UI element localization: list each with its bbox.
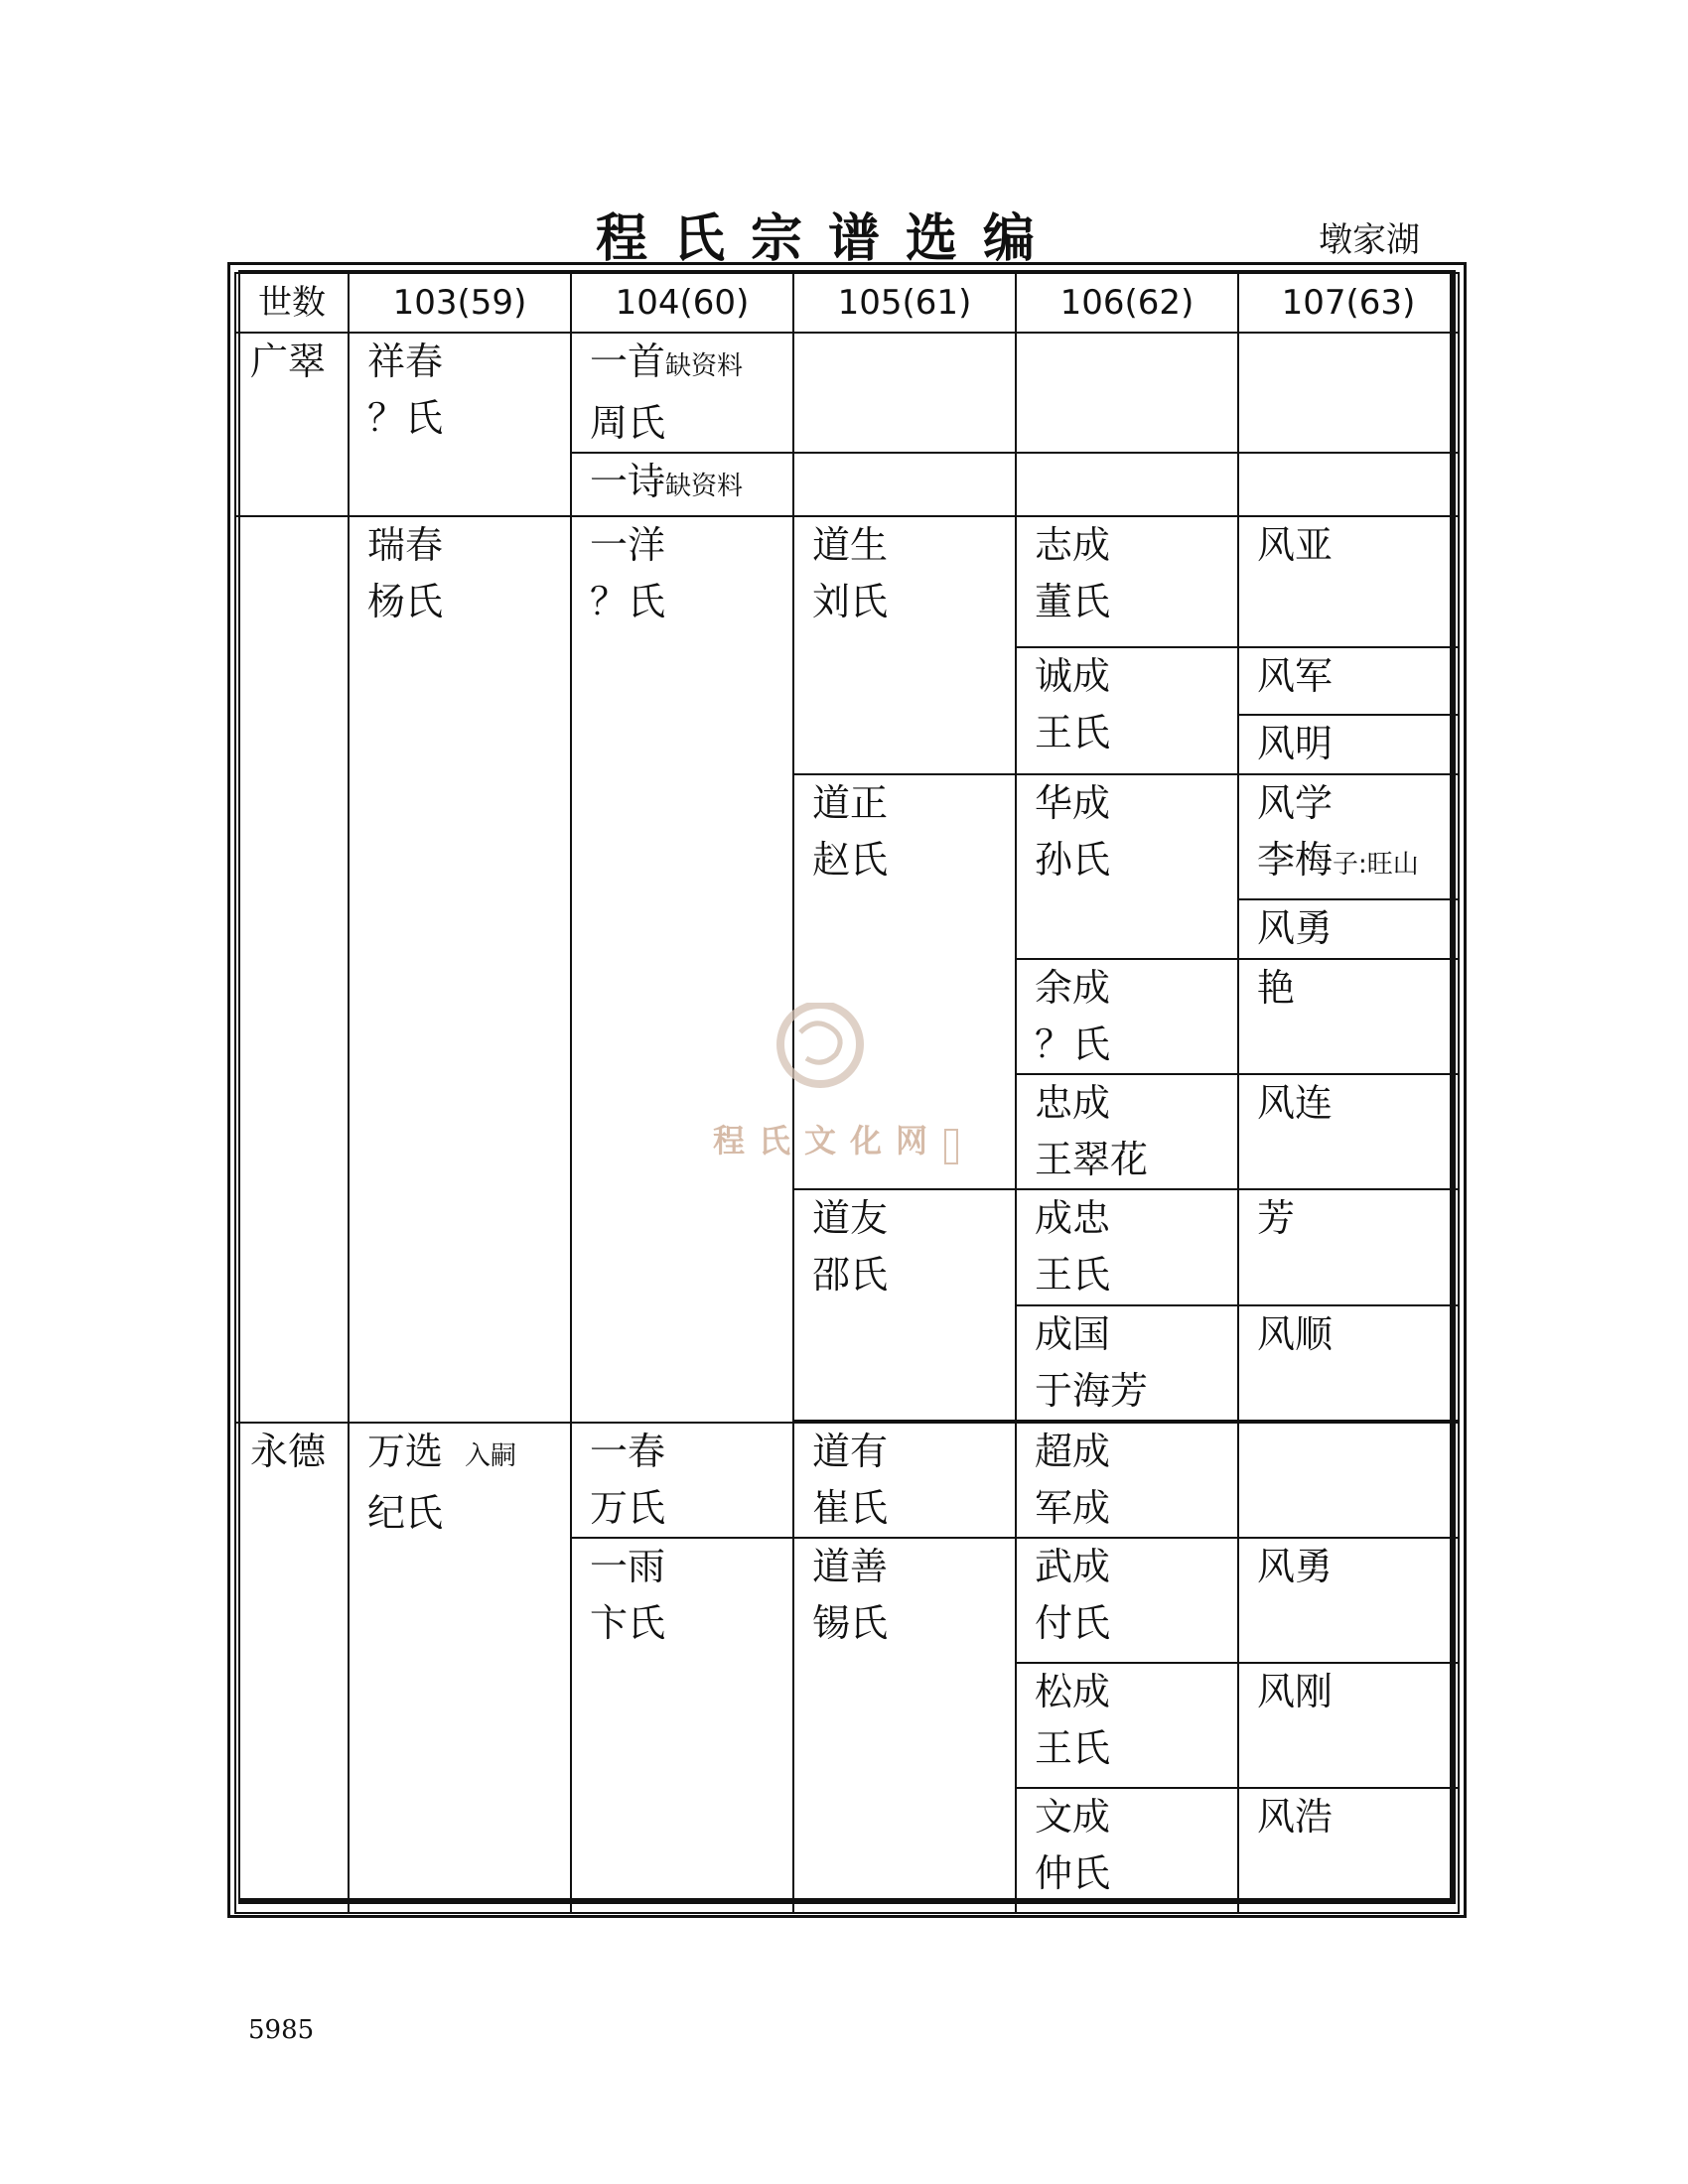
person-cell [793, 774, 1016, 1189]
person-name: 风学 [1257, 781, 1334, 826]
spouse-name: 锡氏 [812, 1600, 889, 1645]
person-name: 风军 [1257, 654, 1334, 699]
spouse-name: 周氏 [590, 401, 666, 446]
person-cell [1016, 959, 1238, 1074]
person-cell [1238, 1663, 1459, 1788]
person-cell [1016, 1189, 1238, 1304]
spouse-name: ？氏 [1035, 1023, 1111, 1067]
note-text: 缺资料 [665, 472, 744, 502]
column-header: 103(59) [349, 273, 571, 333]
person-name: 道有 [812, 1429, 889, 1473]
person-name: 军成 [1035, 1485, 1111, 1530]
spouse-name: 崔氏 [812, 1485, 889, 1530]
person-cell [1016, 647, 1238, 774]
person-name: 一诗 [590, 460, 666, 504]
note-text: 子:旺山 [1333, 850, 1419, 881]
person-name: 风连 [1257, 1081, 1334, 1126]
person-cell [1016, 1074, 1238, 1189]
spouse-name: 王氏 [1035, 1725, 1111, 1770]
person-name: 一首 [590, 340, 666, 384]
person-name: 道正 [812, 781, 889, 826]
person-name: 忠成 [1035, 1081, 1111, 1126]
page-title: 程氏宗谱选编 [596, 209, 1061, 269]
empty-cell [1238, 1423, 1459, 1538]
person-cell [793, 1189, 1016, 1420]
spouse-name: 王氏 [1035, 1253, 1111, 1297]
person-cell [1238, 774, 1459, 899]
empty-cell [1016, 453, 1238, 516]
column-header: 105(61) [793, 273, 1016, 333]
empty-cell [1238, 333, 1459, 453]
spouse-name: 李梅 [1257, 838, 1334, 883]
person-name: 松成 [1035, 1669, 1111, 1713]
person-cell [1238, 1305, 1459, 1421]
column-header: 106(62) [1016, 273, 1238, 333]
person-name: 瑞春 [367, 523, 444, 568]
person-cell [1016, 1423, 1238, 1538]
person-cell [1238, 959, 1459, 1074]
person-name: 风亚 [1257, 523, 1334, 568]
person-name: 风顺 [1257, 1311, 1334, 1356]
place-name: 墩家湖 [1319, 220, 1420, 260]
header-row [235, 273, 1459, 333]
table-row [235, 516, 1459, 647]
person-name: 风浩 [1257, 1794, 1334, 1839]
person-name: 余成 [1035, 966, 1111, 1011]
spouse-name: 孙氏 [1035, 838, 1111, 883]
spouse-name: 王氏 [1035, 711, 1111, 755]
empty-cell [1016, 333, 1238, 453]
person-cell [349, 516, 571, 1422]
empty-cell [793, 333, 1016, 453]
person-name: 风勇 [1257, 1544, 1334, 1588]
spouse-name: 刘氏 [812, 580, 889, 624]
person-name: 一春 [590, 1429, 666, 1473]
person-name: 艳 [1257, 966, 1296, 1011]
person-name: 万选 [367, 1429, 444, 1473]
table-row [235, 333, 1459, 453]
spouse-name: 杨氏 [367, 580, 444, 624]
person-name: 一雨 [590, 1544, 666, 1588]
spouse-name: ？氏 [590, 580, 666, 624]
branch-name: 广翠 [250, 340, 327, 384]
person-cell [349, 1423, 571, 1913]
empty-cell [1238, 453, 1459, 516]
spouse-name: 赵氏 [812, 838, 889, 883]
watermark-text: 程氏文化网 [713, 1122, 942, 1160]
person-cell [1238, 1074, 1459, 1189]
person-cell [571, 1423, 793, 1538]
person-name: 成忠 [1035, 1196, 1111, 1241]
person-cell [1238, 1538, 1459, 1663]
person-cell [1016, 516, 1238, 647]
person-name: 华成 [1035, 781, 1111, 826]
empty-cell [793, 453, 1016, 516]
person-cell [571, 516, 793, 1422]
person-name: 一洋 [590, 523, 666, 568]
person-cell [1238, 1189, 1459, 1304]
column-header: 107(63) [1238, 273, 1459, 333]
genealogy-table [234, 272, 1460, 1914]
spouse-name: 于海芳 [1035, 1368, 1149, 1413]
person-cell [1238, 647, 1459, 715]
person-cell [793, 1423, 1016, 1538]
person-cell [1016, 1788, 1238, 1913]
column-header: 世数 [235, 273, 349, 333]
spouse-name: 邵氏 [812, 1253, 889, 1297]
person-name: 武成 [1035, 1544, 1111, 1588]
person-cell [571, 333, 793, 453]
person-cell [571, 1538, 793, 1913]
note-text: 入嗣 [465, 1440, 517, 1471]
branch-cell [235, 1423, 349, 1913]
person-cell [1016, 1663, 1238, 1788]
person-name: 风刚 [1257, 1669, 1334, 1713]
page-number: 5985 [248, 2015, 315, 2045]
table-row [235, 1423, 1459, 1538]
person-name: 超成 [1035, 1429, 1111, 1473]
person-cell [793, 516, 1016, 774]
person-name: 风明 [1257, 722, 1334, 766]
person-cell [1016, 774, 1238, 959]
person-cell [793, 1538, 1016, 1913]
branch-name: 永德 [250, 1429, 327, 1473]
person-cell [571, 453, 793, 516]
spouse-name: 董氏 [1035, 580, 1111, 624]
spouse-name: 王翠花 [1035, 1138, 1149, 1182]
branch-cell [235, 333, 349, 516]
spouse-name: ？氏 [367, 396, 444, 441]
person-name: 诚成 [1035, 654, 1111, 699]
person-name: 成国 [1035, 1311, 1111, 1356]
person-name: 道生 [812, 523, 889, 568]
person-cell [1016, 1538, 1238, 1663]
person-name: 风勇 [1257, 906, 1334, 951]
spouse-name: 卞氏 [590, 1600, 666, 1645]
person-cell [1238, 899, 1459, 959]
person-name: 道善 [812, 1544, 889, 1588]
spouse-name: 纪氏 [367, 1490, 444, 1535]
person-name: 志成 [1035, 523, 1111, 568]
person-name: 祥春 [367, 340, 444, 384]
person-name: 道友 [812, 1196, 889, 1241]
person-cell [1238, 715, 1459, 774]
person-cell [1016, 1305, 1238, 1421]
column-header: 104(60) [571, 273, 793, 333]
branch-cell [235, 516, 349, 1422]
person-cell [1238, 1788, 1459, 1913]
person-cell [1238, 516, 1459, 647]
person-name: 芳 [1257, 1196, 1296, 1241]
spouse-name: 付氏 [1035, 1600, 1111, 1645]
person-name: 文成 [1035, 1794, 1111, 1839]
note-text: 缺资料 [665, 351, 744, 382]
person-cell [349, 333, 571, 516]
spouse-name: 万氏 [590, 1485, 666, 1530]
spouse-name: 仲氏 [1035, 1850, 1111, 1895]
